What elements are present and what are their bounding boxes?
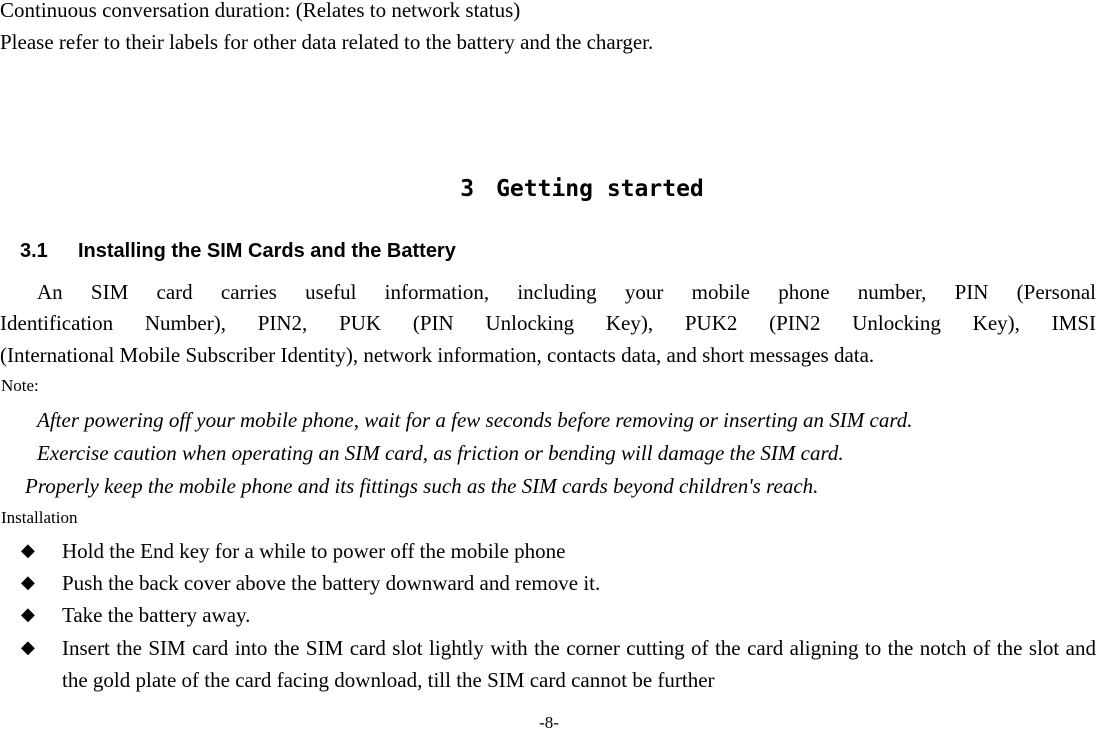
- section-title: Installing the SIM Cards and the Battery: [78, 240, 456, 262]
- intro-line-3: (International Mobile Subscriber Identity), network information, contacts data, and short messages data.: [0, 343, 875, 367]
- note-item: Exercise caution when operating an SIM card, as friction or bending will damage the SIM card.: [37, 441, 844, 465]
- installation-label: Installation: [1, 508, 78, 527]
- note-label: Note:: [1, 376, 39, 395]
- intro-line-2: Identification Number), PIN2, PUK (PIN Unlocking Key), PUK2 (PIN2 Unlocking Key), IMSI: [0, 311, 1096, 335]
- note-item: Properly keep the mobile phone and its fittings such as the SIM cards beyond children's reach.: [25, 474, 819, 498]
- installation-step: [21, 567, 1096, 599]
- chapter-title: Getting started: [496, 176, 704, 202]
- chapter-number: 3: [460, 176, 475, 202]
- installation-step: [21, 535, 1096, 567]
- installation-step: [21, 599, 1096, 631]
- header-line-battery-note: Please refer to their labels for other data related to the battery and the charger.: [0, 30, 654, 54]
- diamond-bullet-icon: ◆: [21, 604, 35, 625]
- diamond-bullet-icon: ◆: [21, 637, 35, 658]
- section-heading: [20, 238, 456, 264]
- chapter-heading: [0, 174, 1098, 204]
- note-item: After powering off your mobile phone, wait for a few seconds before removing or inserting an SIM card.: [37, 408, 913, 432]
- page-number: -8-: [539, 713, 559, 732]
- installation-step-text: Hold the End key for a while to power off the mobile phone: [62, 539, 566, 563]
- installation-step: [21, 632, 1096, 696]
- diamond-bullet-icon: ◆: [21, 572, 35, 593]
- installation-step-text: Take the battery away.: [62, 603, 251, 627]
- intro-line-1: An SIM card carries useful information, including your mobile phone number, PIN (Personal: [37, 280, 1096, 304]
- diamond-bullet-icon: ◆: [21, 540, 35, 561]
- section-number: 3.1: [20, 240, 48, 262]
- installation-step-text: Insert the SIM card into the SIM card slot lightly with the corner cutting of the card aligning to the notch of the slot and the gold plate of the card facing download, till the SIM card cannot be further: [62, 636, 1096, 692]
- installation-step-text: Push the back cover above the battery downward and remove it.: [62, 571, 601, 595]
- header-line-duration: Continuous conversation duration: (Relates to network status): [0, 0, 521, 22]
